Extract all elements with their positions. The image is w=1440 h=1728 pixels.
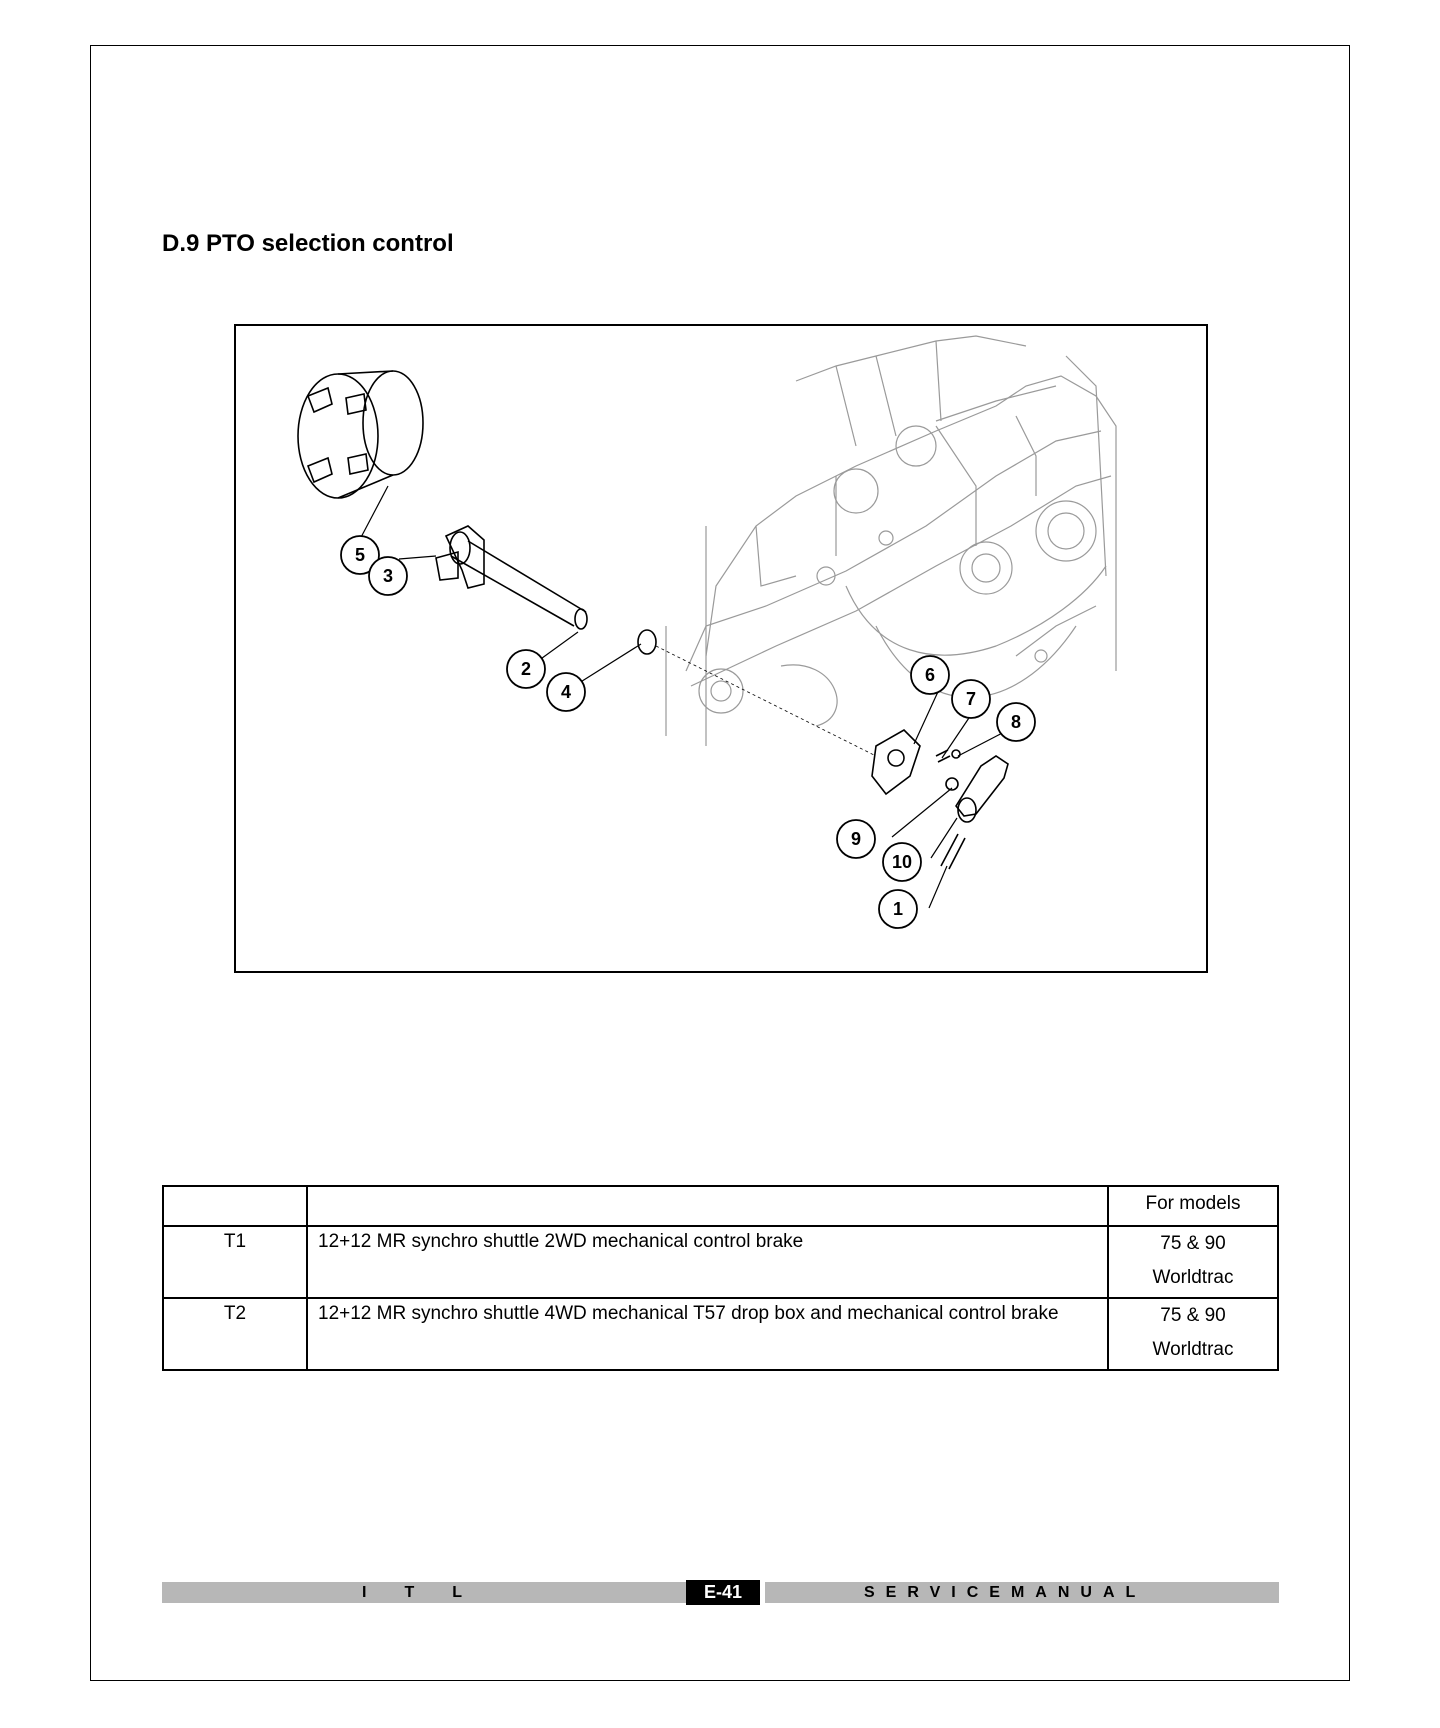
callout-label: 3 (382, 566, 394, 586)
row-code: T2 (163, 1298, 307, 1370)
row-code: T1 (163, 1226, 307, 1298)
callout-label: 5 (354, 545, 366, 565)
callout-label: 9 (850, 829, 862, 849)
row-description: 12+12 MR synchro shuttle 2WD mechanical control brake (307, 1226, 1108, 1298)
section-title: D.9 PTO selection control (162, 230, 454, 257)
table-row (163, 1298, 1278, 1370)
footer-bar (162, 1582, 1279, 1603)
callout-9 (837, 820, 875, 858)
assembly-centerline (656, 646, 876, 756)
callout-3 (369, 557, 407, 595)
row-description: 12+12 MR synchro shuttle 4WD mechanical T57 drop box and mechanical control brake (307, 1298, 1108, 1370)
row-models-line2: Worldtrac (1152, 1339, 1234, 1360)
table-header-row (163, 1186, 1278, 1226)
callout-label: 4 (560, 682, 572, 702)
header-code-cell (163, 1186, 307, 1226)
callout-label: 10 (891, 852, 913, 872)
footer-title: SERVICEMANUAL (864, 1584, 1147, 1601)
row-models-line1: 75 & 90 (1160, 1233, 1226, 1254)
callout-8 (997, 703, 1035, 741)
footer-brand: ITL (362, 1584, 500, 1601)
callout-group (341, 536, 1035, 928)
callout-4 (547, 673, 585, 711)
callout-label: 8 (1010, 712, 1022, 732)
callout-10 (883, 843, 921, 881)
callout-2 (507, 650, 545, 688)
row-models (1108, 1226, 1278, 1298)
callout-7 (952, 680, 990, 718)
table-row (163, 1226, 1278, 1298)
callout-6 (911, 656, 949, 694)
header-models-cell: For models (1108, 1186, 1278, 1226)
callout-label: 1 (892, 899, 904, 919)
callout-1 (879, 890, 917, 928)
header-description-cell (307, 1186, 1108, 1226)
footer-divider (760, 1582, 765, 1603)
parts-table (162, 1185, 1279, 1371)
exploded-view-drawing (236, 326, 1206, 971)
callout-label: 7 (965, 689, 977, 709)
leader-lines (358, 486, 1012, 908)
page-number: E-41 (686, 1580, 760, 1605)
row-models-line2: Worldtrac (1152, 1267, 1234, 1288)
row-models (1108, 1298, 1278, 1370)
exploded-view-figure (234, 324, 1208, 973)
row-models-line1: 75 & 90 (1160, 1305, 1226, 1326)
callout-label: 6 (924, 665, 936, 685)
callout-label: 2 (520, 659, 532, 679)
